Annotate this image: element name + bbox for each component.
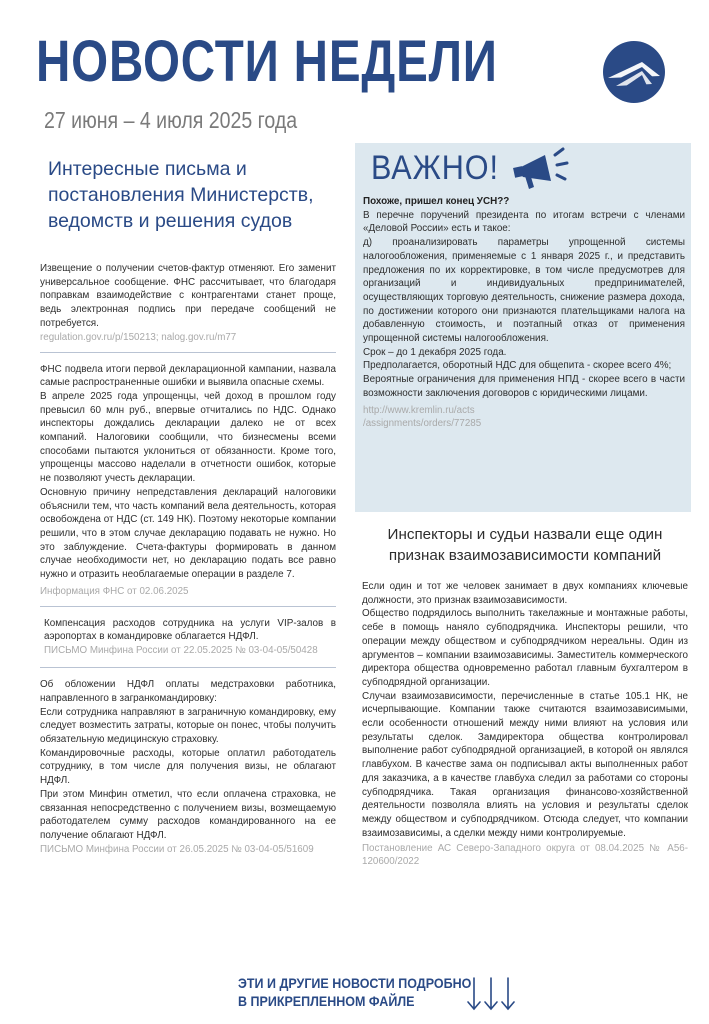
important-body [363, 195, 685, 430]
important-subtitle: Похоже, пришел конец УСН?? [363, 196, 510, 207]
footer-line: ЭТИ И ДРУГИЕ НОВОСТИ ПОДРОБНО [238, 976, 472, 991]
news-text: Командировочные расходы, которые оплатил работодатель сотруднику, в том числе для получения визы, не облагают НДФЛ. [40, 747, 336, 787]
news-text: Об обложении НДФЛ оплаты медстраховки работника, направленного в загранкомандировку: [40, 679, 336, 704]
article-source: Постановление АС Северо-Западного округа от 08.04.2025 № А56-120600/2022 [362, 843, 688, 868]
important-title: ВАЖНО! [371, 149, 499, 187]
important-text: Вероятные ограничения для применения НПД - скорее всего в части возможности заключения договоров с юридическими лицами. [363, 374, 685, 399]
news-text: Извещение о получении счетов-фактур отменяют. Его заменит универсальное сообщение. ФНС рассчитывает, что благодаря поправкам взаимодействие с контрагентами станет проще, ведь электронная подпись при передаче сообщений не потребуется. [40, 263, 336, 329]
left-section-heading: Интересные письма и постановления Министерств, ведомств и решения судов [48, 158, 314, 232]
news-text: Компенсация расходов сотрудника на услуги VIP-залов в аэропортах в командировке облагается НДФЛ. [44, 617, 336, 643]
important-box [355, 143, 691, 512]
right-article [362, 580, 688, 868]
left-column [40, 262, 336, 856]
important-text: д) проанализировать параметры упрощенной системы налогообложения, применяемые с 1 января 2025 г., и представить предложения по их корректировке, в том числе предусмотрев для организаций и индивидуальных предпринимателей, осуществляющих торговую деятельность, снижение размера дохода, по достижении которого они признаются плательщиками налога на добавленную стоимость, и поэтапный отказ от применения упрощенной системы налогообложения. [363, 237, 685, 345]
footer-line: В ПРИКРЕПЛЕННОМ ФАЙЛЕ [238, 994, 415, 1009]
news-source: ПИСЬМО Минфина России от 22.05.2025 № 03-04-05/50428 [44, 645, 318, 657]
divider [40, 352, 336, 353]
important-text: Предполагается, оборотный НДС для общепита - скорее всего 4%; [363, 360, 672, 372]
news-item-med-insurance [40, 678, 336, 855]
masthead-title: НОВОСТИ НЕДЕЛИ [36, 29, 498, 94]
important-text: В перечне поручений президента по итогам встречи с членами «Деловой России» есть и такое: [363, 209, 685, 235]
news-text: Если сотрудника направляют в заграничную командировку, ему следует возместить затраты, которые он понес, чтобы получить обязательную медицинскую страховку. [40, 706, 336, 745]
important-link[interactable]: /assignments/orders/77285 [363, 417, 482, 429]
article-text: Общество подрядилось выполнить такелажные и монтажные работы, себе в помощь наняло субподрядчика. Инспекторы решили, что операции между обществом и субподрядчиком нереальны. Один из аргументов – компании взаимозависимы. Заместитель коммерческого директора общества одновременно работал главным бухгалтером в субподрядной организации. [362, 608, 688, 688]
news-item-vip-lounges [40, 617, 336, 657]
footer-call-to-action [238, 975, 471, 1011]
article-text: Если один и тот же человек занимает в двух компаниях ключевые должности, это признак взаимозависимости. [362, 581, 688, 606]
news-source: regulation.gov.ru/p/150213; nalog.gov.ru/m77 [40, 331, 237, 343]
right-section-heading: Инспекторы и судьи назвали еще один признак взаимозависимости компаний [387, 526, 663, 564]
news-text: В апреле 2025 года упрощенцы, чей доход в прошлом году превысил 60 млн руб., впервые отчитались по НДС. Однако инспекторы дождались декларации далеко не от всех компаний. Налоговики сообщили, что бизнесмены всеми способами пытаются уклониться от обязанности. Кроме того, упрощенцы массово наделали в отчетности ошибок, которые не позволяют учесть декларации. [40, 390, 336, 485]
down-arrows-icon [466, 974, 516, 1014]
news-text: Основную причину непредставления деклараций налоговики объяснили тем, что часть компаний вела деятельность, которая освобождена от НДС (ст. 149 НК). Поэтому некоторые компании решили, что в этом случае декларацию подавать не нужно. Но это заблуждение. Счета-фактуры формировать в данном случае необходимости нет, но декларацию подать все равно нужно и отразить необлагаемые операции в разделе 7. [40, 486, 336, 581]
news-item-fns-vat [40, 363, 336, 598]
issue-dates: 27 июня – 4 июля 2025 года [44, 107, 298, 133]
important-text: Срок – до 1 декабря 2025 года. [363, 346, 507, 358]
megaphone-icon [511, 145, 571, 193]
article-text: Случаи взаимозависимости, перечисленные в статье 105.1 НК, не исчерпывающие. Компании также считаются взаимозависимыми, если особенности отношений между ними влияют на условия или результаты сделок. Замдиректора общества контролировал выполнение работ субподрядной организацией, в которой он являлся главбухом. В качестве зама он подписывал акты выполненных работ для заказчика, а в качестве главбуха следил за работами со стороны субподрядчика. Такая организация финансово-хозяйственной деятельности позволяла влиять на условия и результаты сделок между обществом и субподрядчиком. Отсюда следует, что компании взаимозависимы, а сделки между ними контролируемые. [362, 690, 688, 839]
divider [40, 606, 336, 607]
news-text: При этом Минфин отметил, что если оплачена страховка, не связанная непосредственно с получением визы, возмещаемую работодателем сумму расходов командированного на ее получение облагают НДФЛ. [40, 788, 336, 841]
news-source: ПИСЬМО Минфина России от 26.05.2025 № 03-04-05/51609 [40, 843, 314, 855]
news-source: Информация ФНС от 02.06.2025 [40, 585, 189, 597]
news-item-invoices [40, 262, 336, 344]
divider [40, 667, 336, 668]
important-link[interactable]: http://www.kremlin.ru/acts [363, 404, 475, 416]
logo-icon [602, 40, 666, 104]
news-text: ФНС подвела итоги первой декларационной кампании, назвала самые распространенные ошибки и выявила опасные схемы. [40, 363, 336, 389]
